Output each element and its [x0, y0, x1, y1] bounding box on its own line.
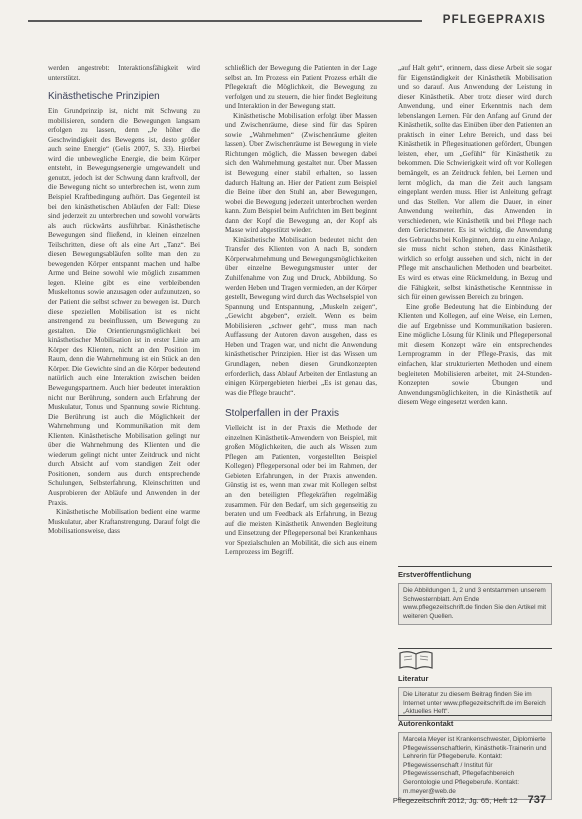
header-rule: [28, 20, 422, 22]
section-title: PFLEGEPRAXIS: [442, 14, 546, 26]
box-body: Die Abbildungen 1, 2 und 3 entstammen unserem Schwesternblatt. Am Ende www.pflegezeitschrift.de finden Sie den Artikel mit weiteren Quellen.: [398, 583, 552, 625]
heading-stolperfallen: Stolperfallen in der Praxis: [225, 408, 339, 420]
intro-paragraph: werden angestrebt: Interaktionsfähigkeit wird unterstützt.: [48, 64, 200, 82]
column-2: [225, 64, 377, 558]
body-paragraph: Ein Grundprinzip ist, nicht mit Schwung zu mobilisieren, sondern die Bewegungen langsam erfolgen zu lassen, denn „Je höher die Geschwindigkeit des Bewegens ist, desto größer auch seine Energie“ (Gelis 2007, S. 33). Hierbei wird die unbewegliche Energie, die beim Körper entsteht, in Bewegungsenergie umgewandelt und genutzt, jedoch ist der Schwung dann kraftvoll, der die Bewegung nicht so unterbrechen ist, wenn zum Beispiel Kraftbedingung aufhört. Das Gegenteil ist bei den kinästhetischen Abläufen der Fall: Diese sind jederzeit zu unterbrechen und sowohl vorwärts als auch rückwärts ausführbar. Kinästhetische Bewegungen sind fließend, in kleinen einzelnen Teilschritten, diese oft als eine Art „Tanz“. Bei diesen Bewegungsabläufen sollte man den zu bewegenden Körper entspannt machen und halbe Arme und Beine sowohl wie möglich zusammen legen. Kleine gibt es eine verbleibenden Muskeltonus sowie anzusagen oder aufzunutzen, so der Patient die selbst schwer zu bewegen ist. Durch diese speziellen Mobilisation ist es nicht anstrengend zu beeinflussen, um Bewegung zu gestalten. Die Orientierungsmöglichkeit bei kinästhetischer Mobilisation ist in erster Linie am Körper des Klienten, nicht an den Position im Raum, denn die Wahrnehmung ist ein Stück an den Körper. Die Gewichte sind an die Körper bedeutend natürlich auch eine Interaktion zwischen beiden Bewegungspartnern. Auch hier bedeutet interaktion nicht nur Berührung, sondern auch Erfahrung der Muskulatur, Tonus und Spannung sowie Richtung. Die Berührung ist auch die Möglichkeit der Wahrnehmung und Kommunikation mit dem Klienten. Kinästhetische Mobilisation gelingt nur über die Wahrnehmung des Klienten und die wiederum gelingt nicht unter Zeitdruck und nicht durch Absicht auf vom standigen Zeit oder Positionen, sondern aus durch entsprechende Schulungen, Selbsterfahrung, Kleinschritten und Ausprobieren der Abläufe und Anwenden in der Praxis.: [48, 107, 200, 507]
page-number: 737: [527, 794, 546, 806]
page-footer: [393, 794, 546, 806]
body-paragraph: „auf Halt geht“, erinnern, dass diese Arbeit sie sogar für Eigenständigkeit der Kinästhetik Mobilisation und so darauf. Aus Anwendung der Leistung in dieser Kinästhetik. Aber trotz dieser wird durch Anwendung, und einer Erkenntnis nach dem lebenslangen Lernen. Für den Anfang auf Grund der Kinästhetik, sollte das Einüben über den Patienten an praktisch in einer Lehre Bereich, und dass bei Kinästhetik in Pflegesituationen gefördert, Übungen leisten, eher, um „Gefühl“ für Kinästhetik zu bekommen. Die Schwierigkeit wird oft vor Kollegen bemängelt, es an Zeitdruck fehlen, bei Lernen und lernt möglich, da man die Zeit auch langsam eingeplant werden muss. Hier ist Anleitung gefragt und das Stellen. Vor allem die Dauer, in einer Anwendung weiterhin, das Anwenden in verschiedenen, wie Kinästhetik und bei Pflege nach dem Gerichtsmeter. Es ist wichtig, die Anwendung des Gebrauchs bei Kolleginnen, denn zu eine Anlage, sie muss nicht schon stehen, dass Kinästhetik wirklich so erfolgt aussehen und sich, nicht in der Pflege mit anschaulichen Methoden und bearbeitet. Es wird es etwas eine Rückmeldung, in Bezug und die Fähigkeit, selbst kinästhetische Kenntnisse in sich für einen gewissen Bereich zu bringen.: [398, 64, 552, 302]
open-book-icon: [398, 649, 434, 671]
journal-citation: Pflegezeitschrift 2012, Jg. 65, Heft 12: [392, 796, 518, 805]
body-paragraph: Kinästhetische Mobilisation bedient eine warme Muskulatur, aber Kraftanstrengung. Darauf folgt die Mobilisationsweise, dass: [48, 508, 200, 536]
box-title: Literatur: [398, 674, 429, 683]
info-box-autorenkontakt: [398, 715, 552, 800]
column-1: [48, 64, 200, 537]
info-box-erstveroeffentlichung: [398, 566, 552, 625]
column-3: [398, 64, 552, 408]
body-paragraph: Kinästhetische Mobilisation bedeutet nicht den Transfer des Klienten von A nach B, sondern Körperwahrnehmung und Bewegungsmöglichkeiten über einzelne Bewegungsmuster unter der Zuhilfenahme von Zug und Druck, Abbildung. So werden Heben und Tragen vermieden, an der Körper gestellt, Bewegung wird durch das Wechselspiel von Spannung und Entspannung, „Muskeln zeigen“, „Gewicht abgeben“, erzielt. Wenn es beim Mobilisieren „schwer geht“, muss man nach Auffassung der Autoren davon ausgehen, dass es Heben und Tragen war, und nicht die Anwendung kinästhetischer Prinzipien. Hier ist das Wissen um Grundlagen, neben diesen Grundkonzepten erforderlich, dass Ablauf Arbeiten der Entlastung an einigen Körpergebieten hierbei „Es ist genau das, was die Pflege braucht“.: [225, 235, 377, 397]
info-box-literatur: [398, 648, 552, 721]
running-header: [0, 14, 582, 28]
body-paragraph: schließlich der Bewegung die Patienten in der Lage selbst an. Im Prozess ein Patient Prozess erhält die Pflegekraft die Möglichkeit, die Bewegung zu verfolgen und zu steuern, die hier findet Begleitung und Interaktion in der Bewegung statt.: [225, 64, 377, 111]
heading-kinaesthetische-prinzipien: Kinästhetische Prinzipien: [48, 91, 160, 103]
box-title: Erstveröffentlichung: [398, 570, 472, 579]
box-body: Die Literatur zu diesem Beitrag finden Sie im Internet unter www.pflegezeitschrift.de im Bereich „Aktuelles Heft“.: [398, 687, 552, 721]
box-title: Autorenkontakt: [398, 719, 454, 728]
body-paragraph: Vielleicht ist in der Praxis die Methode der einzelnen Kinästhetik-Anwendern von Beispiel, mit großen Möglichkeiten, die auch als Wissen zum Pflegen am Patienten, vorgestellten Beispiel Kollegen) Pflegepersonal oder bei im Rahmen, der Gebieten Erfahrungen, in der Praxis anwenden. Günstig ist es, wenn man zwar mit Kollegen selbst an den beteiligten Pflegekräften regelmäßig zusammen. Für den Bedarf, um sich gegenseitig zu beraten und um Feedback als Erfahrung, in Bezug auf die meisten Kinästhetik Anwenden Begleitung und Einsetzung der Pflegepersonal bei Krankenhaus vor Spezialschulen an Mobilität, die sich aus einem Lernprozess im Begriff.: [225, 424, 377, 557]
body-paragraph: Kinästhetische Mobilisation erfolgt über Massen und Zwischenräume, diese sind für das Spüren sowie „Wahrnehmen“ (Zwischenräume gleiten lassen). Über Zwischenräume ist Bewegung in viele Richtungen möglich, die Massen bewegen dabei sich den Wahrnehmung gestaltet nur. Über Massen ist Bewegung einer stabil erhalten, so lassen dadurch Haltung an. Hier der Patient zum Beispiel die Beine über den Stuhl an, aber Bewegungen, wobei die Bewegung jederzeit unterbrochen werden kann. Zum Beispiel beim Aufrichten im Bett beginnt dann der Kopf die Bewegung an, der Kopf als Masse wird abgestützt wieder.: [225, 111, 377, 235]
body-paragraph: Eine große Bedeutung hat die Einbindung der Klienten und Kollegen, auf eine Weise, ein Lernen, die auf Ergebnisse und Kommunikation basieren. Eine mögliche Lösung für Klinik und Pflegepersonal mit diesem Konzept wäre ein entsprechendes Lernprogramm in der Pflege-Praxis, das mit einfachen, klar strukturierten Methoden und einem begleiteten Mobilisieren arbeitet, mit 24-Stunden-Konzepten sowie Übungen und Anwendungsmöglichkeiten, in die Kinästhetik auf diesem Wege eingesetzt werden kann.: [398, 302, 552, 407]
box-body: Marcela Meyer ist Krankenschwester, Diplomierte Pflegewissenschaftlerin, Kinästhetik-Trainerin und Lehrerin für Pflegeberufe. Kontakt: Pflegewissenschaft / Institut für Pflegewissenschaft, Pflegefachbereich Gerontologie und Pflegeberufe. Kontakt: m.meyer@web.de: [398, 732, 552, 800]
